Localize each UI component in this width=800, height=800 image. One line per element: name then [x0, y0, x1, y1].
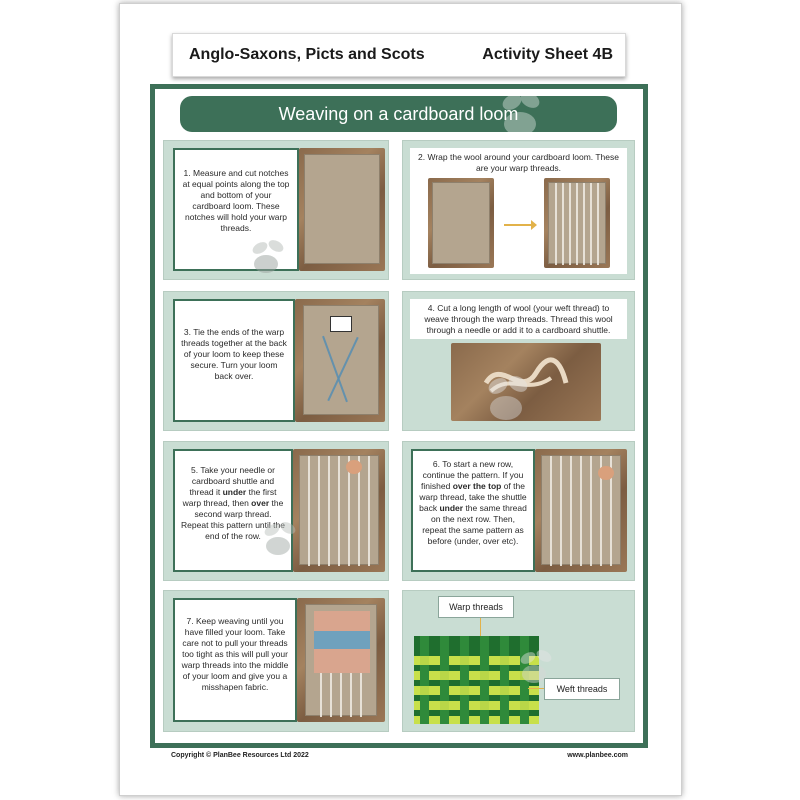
bee-watermark-icon: [476, 372, 538, 428]
step-2-instruction: Wrap the wool around your cardboard loom. These are your warp threads.: [427, 152, 619, 173]
cardboard-loom-back: [303, 305, 379, 415]
wool-ball: [346, 460, 362, 474]
step-5-instruction-b: the first warp thread, then: [182, 487, 277, 508]
step-4-instruction: Cut a long length of wool (your weft thread) to weave through the warp threads. Thread this wool through a needle or add it to a cardboard shuttle.: [424, 303, 613, 335]
cardboard-loom: [432, 182, 490, 264]
step-3-number: 3.: [183, 327, 191, 337]
website-link[interactable]: www.planbee.com: [567, 752, 628, 759]
bee-watermark-icon: [258, 520, 300, 560]
weave-band-pink-lower: [314, 649, 370, 673]
step-3-text: [173, 299, 295, 422]
warp-threads-label: Warp threads: [438, 596, 514, 618]
warp-pointer: [480, 618, 481, 638]
page-title: Weaving on a cardboard loom: [180, 96, 617, 132]
cardboard-loom-wrapped: [548, 182, 606, 264]
step-6-photo: [535, 449, 627, 572]
weft-threads-label: Weft threads: [544, 678, 620, 700]
topic-title: Anglo-Saxons, Picts and Scots: [189, 46, 425, 63]
step-2-number: 2.: [418, 152, 426, 162]
loom-with-shuttle: [299, 455, 379, 565]
weave-band-blue: [314, 631, 370, 649]
weave-band-pink: [314, 611, 370, 631]
step-6-number: 6.: [432, 459, 440, 469]
sheet-number: Activity Sheet 4B: [482, 46, 613, 63]
cardboard-loom: [304, 154, 380, 264]
step-4-text: [410, 299, 627, 339]
step-2-photo-after: [544, 178, 610, 268]
arrow-right-icon: [504, 224, 532, 226]
step-1-number: 1.: [183, 168, 191, 178]
step-1-instruction: Measure and cut notches at equal points along the top and bottom of your cardboard loom. These notches will hold your warp threads.: [182, 168, 290, 233]
step-1-photo: [299, 148, 385, 271]
copyright-notice: Copyright © PlanBee Resources Ltd 2022: [171, 752, 309, 759]
step-3-instruction: Tie the ends of the warp threads together at the back of your loom to keep these secure. Turn your loom back over.: [181, 327, 287, 381]
step-5-instruction-c: the second warp thread. Repeat this pattern until the end of the row.: [181, 498, 285, 541]
step-5-instruction-a: Take your needle or cardboard shuttle and thread it: [189, 465, 275, 497]
bee-watermark-icon: [244, 238, 290, 278]
step-5-photo: [293, 449, 385, 572]
step-4-number: 4.: [427, 303, 435, 313]
loom-second-row: [541, 455, 621, 565]
step-7-text: [173, 598, 297, 722]
wool-ball: [598, 466, 614, 480]
step-2-photo-before: [428, 178, 494, 268]
step-5-emphasis-under: under: [222, 487, 247, 497]
step-7-instruction: Keep weaving until you have filled your loom. Take care not to pull your threads too tight as this will pull your warp threads into the middle of your loom and give you a misshapen fabric.: [181, 616, 289, 692]
step-7-number: 7.: [186, 616, 194, 626]
step-6-emphasis-over: over the top: [452, 481, 502, 491]
weft-pointer: [528, 688, 544, 689]
barcode-label: [330, 316, 352, 332]
sheet-header: [172, 33, 626, 77]
step-5-emphasis-over: over: [251, 498, 270, 508]
step-6-instruction-c: the same thread on the next row. Then, repeat the same pattern as before (under, over etc).: [422, 503, 527, 546]
step-7-photo: [297, 598, 385, 722]
step-5-number: 5.: [191, 465, 199, 475]
bee-watermark-icon: [490, 90, 550, 142]
finished-weaving: [305, 604, 377, 716]
step-6-instruction-a: To start a new row, continue the pattern. If you finished: [421, 459, 524, 491]
step-6-text: [411, 449, 535, 572]
bee-watermark-icon: [512, 648, 556, 688]
step-6-instruction-b: of the warp thread, take the shuttle back: [419, 481, 527, 513]
step-6-emphasis-under: under: [439, 503, 464, 513]
step-3-photo: [295, 299, 385, 422]
